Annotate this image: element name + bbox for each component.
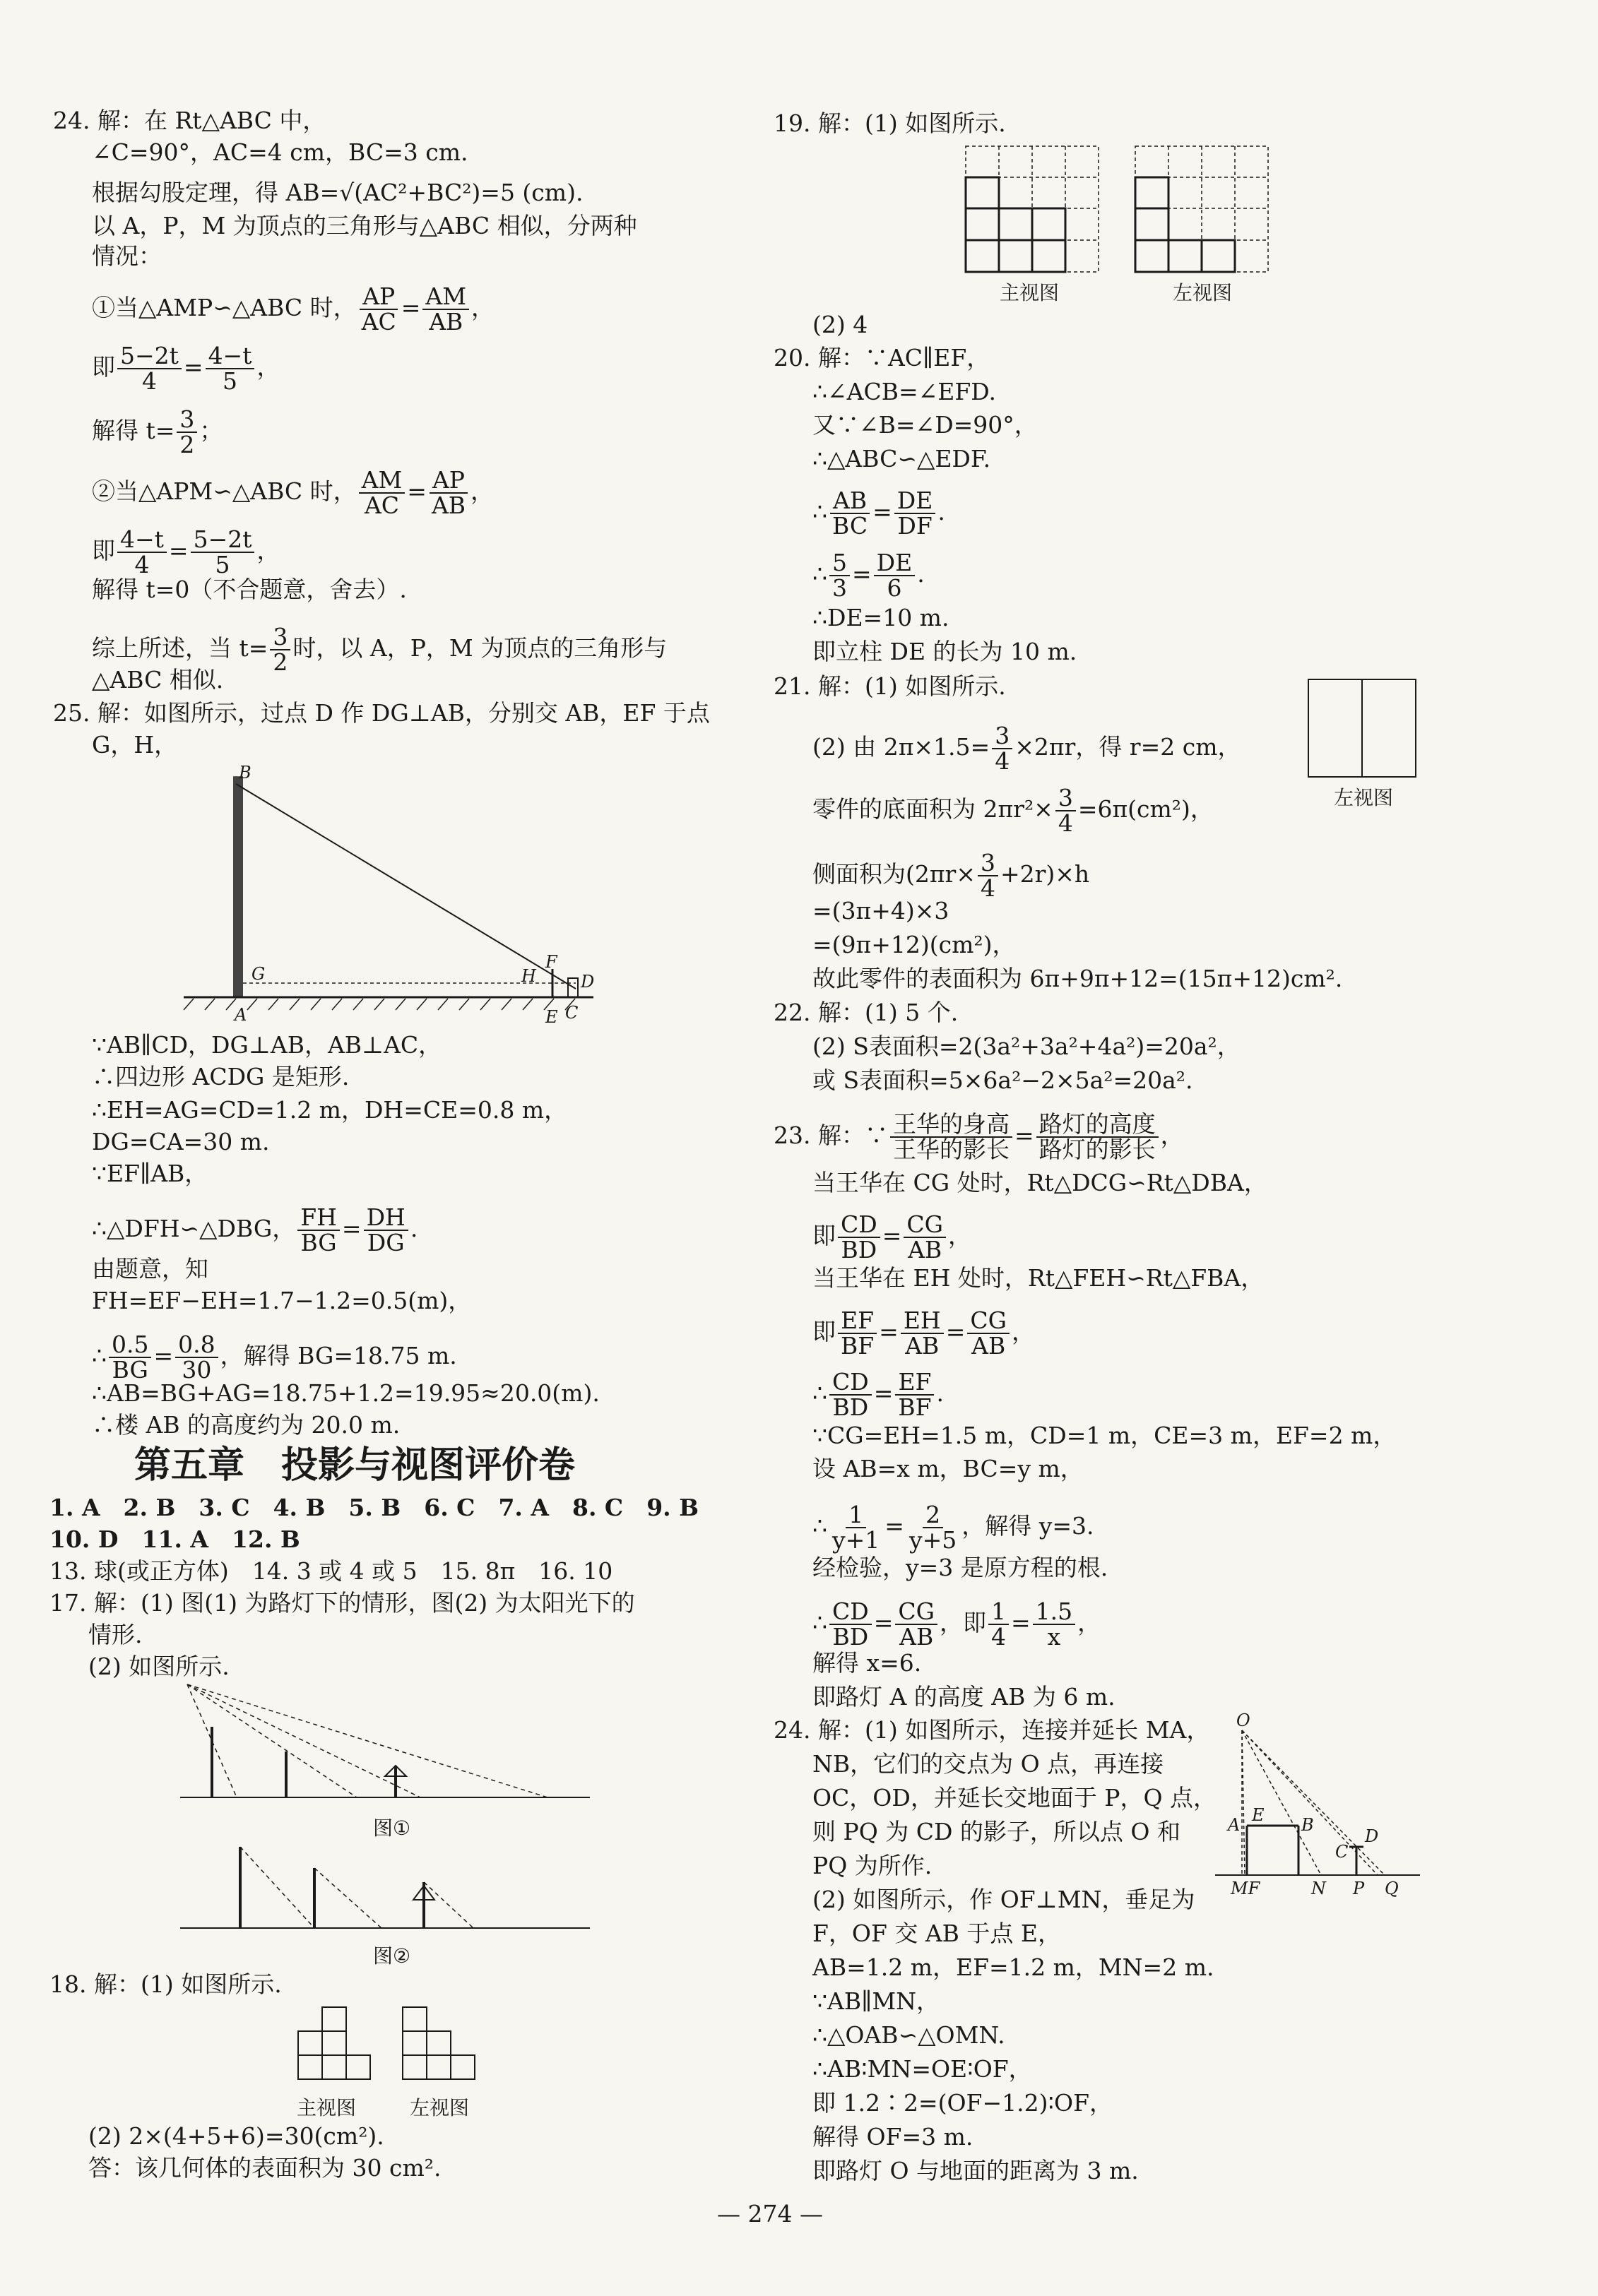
p24r-line: 即路灯 O 与地面的距离为 3 m.: [812, 2157, 1139, 2184]
p21-line: 21. 解：(1) 如图所示.: [774, 672, 1006, 700]
fig25-label: H: [521, 966, 536, 986]
fig-caption: 左视图: [410, 2096, 470, 2119]
p24r-line: 则 PQ 为 CD 的影子，所以点 O 和: [812, 1818, 1180, 1845]
p23-line: 当王华在 EH 处时，Rt△FEH∽Rt△FBA，: [812, 1264, 1265, 1292]
p25-line: ∵EF∥AB，: [92, 1160, 208, 1187]
p23-line: 经检验，y=3 是原方程的根.: [812, 1554, 1108, 1581]
p22-line: (2) S表面积=2(3a²+3a²+4a²)=20a²，: [812, 1033, 1241, 1060]
p23-eq1: 即 $\frac{CD}{BD}$ = $\frac{CG}{AB}$ ，: [812, 1211, 971, 1263]
fig25-label: G: [251, 964, 266, 984]
p23-eq4: ∴ $\frac{1}{y+1}$ = $\frac{2}{y+5}$ ，解得 y=3.: [812, 1501, 1094, 1554]
p23-eq5: ∴ $\frac{CD}{BD}$ = $\frac{CG}{AB}$ ，即 $\frac{1}{4}$ = $\frac{1.5}{x}$ ，: [812, 1598, 1101, 1650]
p24r-line: ∴AB∶MN=OE∶OF，: [812, 2055, 1032, 2083]
fig18-front-view: [297, 2006, 374, 2090]
answers-line: 13. 球(或正方体) 14. 3 或 4 或 5 15. 8π 16. 10: [49, 1557, 613, 1585]
fig25-diagram: [184, 763, 622, 1031]
p21-line: 故此零件的表面积为 6π+9π+12=(15π+12)cm².: [812, 965, 1343, 992]
p24r-line: NB，它们的交点为 O 点，再连接: [812, 1750, 1164, 1778]
p24-eq3: 解得 t= $\frac{3}{2}$ ；: [92, 405, 223, 458]
p23-eq3: ∴ $\frac{CD}{BD}$ = $\frac{EF}{BF}$ .: [812, 1368, 945, 1421]
p24-eq5: 即 $\frac{4-t}{4}$ = $\frac{5-2t}{5}$ ，: [92, 525, 280, 578]
p25-eq1: ∴△DFH∽△DBG， $\frac{FH}{BG}$ = $\frac{DH}{DG}$ .: [92, 1203, 418, 1256]
p20-line: 又∵∠B=∠D=90°，: [812, 411, 1038, 439]
p24r-line: PQ 为所作.: [812, 1852, 933, 1879]
fig24-label: N: [1311, 1879, 1326, 1898]
fig-caption: 图①: [373, 1816, 411, 1840]
p22-line: 22. 解：(1) 5 个.: [774, 999, 959, 1026]
fig24-label: A: [1228, 1815, 1241, 1835]
p24-line: ∠C=90°，AC=4 cm，BC=3 cm.: [92, 138, 468, 166]
p24-eq4: ②当△APM∽△ABC 时， $\frac{AM}{AC}$ = $\frac{AP}{AB}$ ，: [92, 466, 495, 519]
p24-line: 解得 t=0（不合题意，舍去）.: [92, 576, 407, 603]
fig25-label: B: [239, 763, 251, 783]
p23-eq0: 23. 解：∵ 王华的身高 王华的影长 = 路灯的高度 路灯的影长 ，: [774, 1110, 1184, 1163]
p25-line: ∴楼 AB 的高度约为 20.0 m.: [92, 1411, 401, 1439]
p25-line: G，H，: [92, 731, 178, 759]
p21-line: =(9π+12)(cm²)，: [812, 931, 1016, 958]
fig24-label: D: [1365, 1826, 1379, 1846]
fig18-side-view: [401, 2006, 479, 2090]
p24r-line: 解得 OF=3 m.: [812, 2123, 973, 2151]
p20-eq2: ∴ $\frac{5}{3}$ = $\frac{DE}{6}$ .: [812, 549, 925, 602]
fig24-diagram: [1215, 1711, 1420, 1907]
p25-line: DG=CA=30 m.: [92, 1128, 270, 1155]
p25-line: 25. 解：如图所示，过点 D 作 DG⊥AB，分别交 AB，EF 于点: [53, 699, 710, 727]
p21-line: =(3π+4)×3: [812, 897, 949, 924]
p24r-line: F，OF 交 AB 于点 E，: [812, 1920, 1061, 1947]
p23-line: 解得 x=6.: [812, 1649, 922, 1677]
p24-line: 根据勾股定理，得 AB=√(AC²+BC²)=5 (cm).: [92, 179, 584, 206]
p25-line: ∴EH=AG=CD=1.2 m，DH=CE=0.8 m，: [92, 1096, 568, 1124]
fig24-label: MF: [1231, 1879, 1260, 1898]
p23-eq2: 即 $\frac{EF}{BF}$ = $\frac{EH}{AB}$ = $\frac{CG}{AB}$ ，: [812, 1307, 1035, 1360]
fig25-label: E: [545, 1007, 558, 1027]
p24r-line: ∵AB∥MN，: [812, 1987, 940, 2015]
fig24-label: P: [1353, 1879, 1365, 1898]
p24-line: △ABC 相似.: [92, 666, 224, 694]
fig24-label: E: [1252, 1805, 1265, 1825]
p21-eq1: (2) 由 2π×1.5= $\frac{3}{4}$ ×2πr，得 r=2 cm，: [812, 722, 1241, 775]
fig25-label: F: [545, 952, 557, 972]
p19-line: 19. 解：(1) 如图所示.: [774, 109, 1006, 137]
answers-line: 10. D 11. A 12. B: [49, 1525, 300, 1553]
fig24-label: O: [1236, 1711, 1250, 1730]
p24r-line: 即 1.2∶2=(OF−1.2)∶OF，: [812, 2089, 1113, 2117]
fig-caption: 左视图: [1173, 281, 1233, 304]
p20-line: ∴DE=10 m.: [812, 604, 949, 631]
p22-line: 或 S表面积=5×6a²−2×5a²=20a².: [812, 1066, 1193, 1094]
fig25-label: D: [581, 972, 595, 992]
p17-line: 17. 解：(1) 图(1) 为路灯下的情形，图(2) 为太阳光下的: [49, 1589, 635, 1617]
p24-eq2: 即 $\frac{5-2t}{4}$ = $\frac{4-t}{5}$ ，: [92, 342, 280, 395]
p23-line: 设 AB=x m，BC=y m，: [812, 1455, 1084, 1482]
p23-line: ∵CG=EH=1.5 m，CD=1 m，CE=3 m，EF=2 m，: [812, 1422, 1397, 1449]
p25-line: ∴AB=BG+AG=18.75+1.2=19.95≈20.0(m).: [92, 1379, 600, 1407]
p25-line: FH=EF−EH=1.7−1.2=0.5(m)，: [92, 1287, 472, 1314]
fig24-label: Q: [1385, 1879, 1399, 1898]
p20-line: 即立柱 DE 的长为 10 m.: [812, 638, 1077, 665]
fig-caption: 主视图: [297, 2096, 357, 2119]
p19-line: (2) 4: [812, 311, 868, 338]
p24-line: 24. 解：在 Rt△ABC 中，: [53, 107, 326, 134]
fig-caption: 图②: [373, 1944, 411, 1968]
page-number: — 274 —: [717, 2200, 823, 2227]
p24r-line: 24. 解：(1) 如图所示，连接并延长 MA，: [774, 1716, 1210, 1744]
p17-line: 情形.: [88, 1621, 143, 1648]
p18-line: 18. 解：(1) 如图所示.: [49, 1970, 282, 1998]
p18-line: 答：该几何体的表面积为 30 cm².: [88, 2154, 442, 2182]
p25-line: 由题意，知: [92, 1255, 208, 1283]
p25-line: ∴四边形 ACDG 是矩形.: [92, 1063, 350, 1090]
fig24-label: C: [1335, 1842, 1349, 1862]
fig24-label: B: [1301, 1815, 1314, 1835]
p17-line: (2) 如图所示.: [88, 1653, 230, 1680]
p24-eq1: ①当△AMP∽△ABC 时， $\frac{AP}{AC}$ = $\frac{AM}{AB}$ ，: [92, 282, 495, 335]
fig25-label: A: [235, 1005, 247, 1025]
p20-eq1: ∴ $\frac{AB}{BC}$ = $\frac{DE}{DF}$ .: [812, 487, 945, 540]
p25-eq2: ∴ $\frac{0.5}{BG}$ = $\frac{0.8}{30}$ ，解得 BG=18.75 m.: [92, 1331, 457, 1384]
fig17-2: [180, 1840, 604, 1939]
p24r-line: (2) 如图所示，作 OF⊥MN，垂足为: [812, 1886, 1195, 1913]
p24r-line: AB=1.2 m，EF=1.2 m，MN=2 m.: [812, 1953, 1214, 1981]
fig19-front-view: [964, 145, 1106, 275]
p21-eq3: 侧面积为(2πr× $\frac{3}{4}$ +2r)×h: [812, 849, 1090, 902]
p25-line: ∵AB∥CD，DG⊥AB，AB⊥AC，: [92, 1031, 442, 1059]
p23-line: 当王华在 CG 处时，Rt△DCG∽Rt△DBA，: [812, 1169, 1267, 1196]
p18-line: (2) 2×(4+5+6)=30(cm²).: [88, 2122, 384, 2150]
fig-caption: 左视图: [1334, 786, 1394, 809]
p20-line: ∴∠ACB=∠EFD.: [812, 378, 997, 405]
fig-caption: 主视图: [1000, 281, 1060, 304]
chapter-title: 第五章 投影与视图评价卷: [134, 1444, 576, 1487]
p24r-line: ∴△OAB∽△OMN.: [812, 2021, 1005, 2049]
p20-line: 20. 解：∵AC∥EF，: [774, 344, 990, 371]
p23-line: 即路灯 A 的高度 AB 为 6 m.: [812, 1683, 1115, 1711]
p24r-line: OC，OD，并延长交地面于 P，Q 点，: [812, 1784, 1217, 1812]
p24-line: 以 A，P，M 为顶点的三角形与△ABC 相似，分两种: [92, 212, 637, 239]
p20-line: ∴△ABC∽△EDF.: [812, 445, 991, 472]
p21-eq2: 零件的底面积为 2πr²× $\frac{3}{4}$ =6π(cm²)，: [812, 784, 1214, 837]
fig17-1: [180, 1684, 604, 1812]
fig25-label: C: [565, 1003, 579, 1023]
answers-line: 1. A 2. B 3. C 4. B 5. B 6. C 7. A 8. C 9. B: [49, 1494, 699, 1521]
fig19-side-view: [1134, 145, 1275, 275]
fig21-side-view: [1307, 678, 1420, 780]
p24-line: 情况：: [92, 242, 162, 270]
p24-eq6: 综上所述，当 t= $\frac{3}{2}$ 时，以 A，P，M 为顶点的三角形与: [92, 623, 668, 676]
